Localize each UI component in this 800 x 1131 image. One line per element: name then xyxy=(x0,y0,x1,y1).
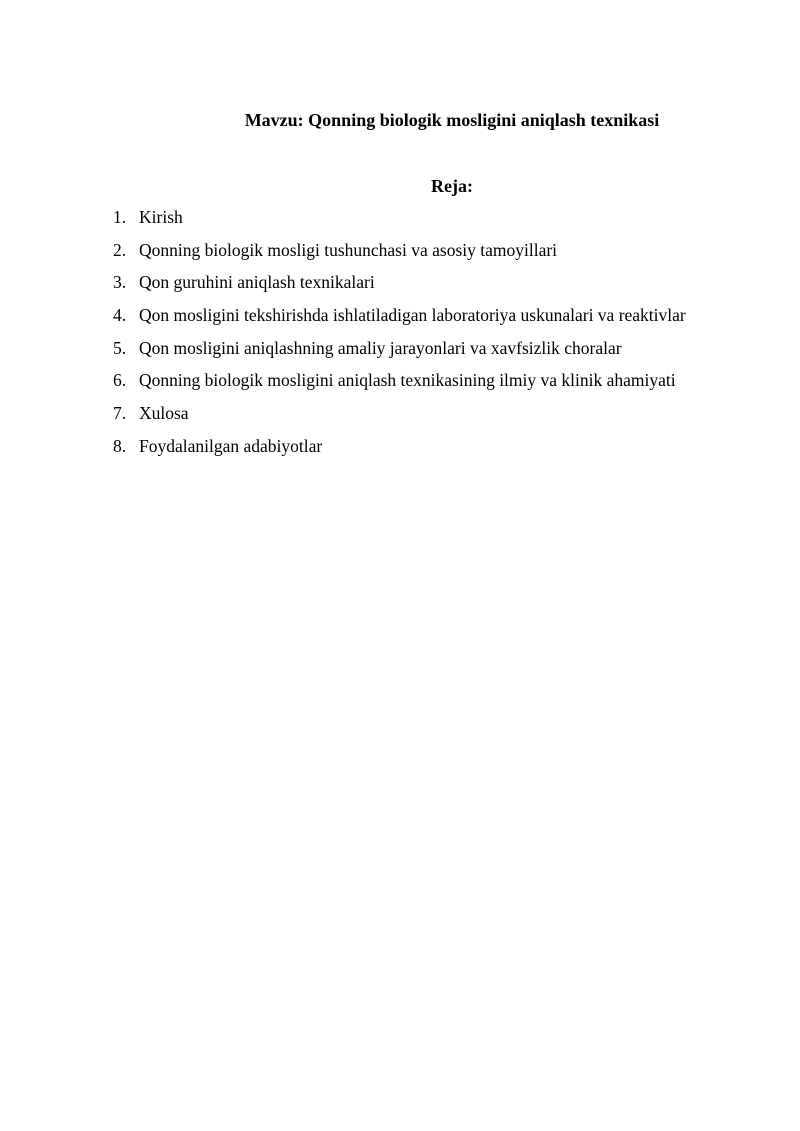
plan-item xyxy=(113,238,773,271)
plan-item xyxy=(113,336,773,369)
plan-item-text: Xulosa xyxy=(139,403,189,424)
plan-item-number: 5. xyxy=(113,337,127,358)
plan-item-text: Qonning biologik mosligi tushunchasi va asosiy tamoyillari xyxy=(139,239,558,260)
plan-item-number: 1. xyxy=(113,207,127,227)
plan-item xyxy=(113,401,773,434)
plan-item-number: 7. xyxy=(113,403,127,424)
plan-item-number: 6. xyxy=(113,370,127,391)
plan-item-text: Qon guruhini aniqlash texnikalari xyxy=(139,272,375,293)
plan-item xyxy=(113,434,773,467)
plan-item xyxy=(113,270,773,303)
plan-item xyxy=(113,205,773,238)
plan-item-text: Foydalanilgan adabiyotlar xyxy=(139,435,323,456)
plan-list xyxy=(113,205,773,467)
plan-heading: Reja: xyxy=(431,176,473,196)
plan-item xyxy=(113,368,773,401)
plan-item-number: 4. xyxy=(113,305,127,326)
plan-item-text: Qon mosligini tekshirishda ishlatiladigan laboratoriya uskunalari va reaktivlar xyxy=(139,305,686,326)
plan-item-text: Qonning biologik mosligini aniqlash texnikasining ilmiy va klinik ahamiyati xyxy=(139,370,676,391)
plan-item-number: 2. xyxy=(113,239,127,260)
plan-item xyxy=(113,303,773,336)
plan-item-text: Kirish xyxy=(139,207,183,227)
plan-item-text: Qon mosligini aniqlashning amaliy jarayonlari va xavfsizlik choralar xyxy=(139,337,622,358)
plan-item-number: 8. xyxy=(113,435,127,456)
plan-item-number: 3. xyxy=(113,272,127,293)
document-title: Mavzu: Qonning biologik mosligini aniqlash texnikasi xyxy=(244,110,660,130)
